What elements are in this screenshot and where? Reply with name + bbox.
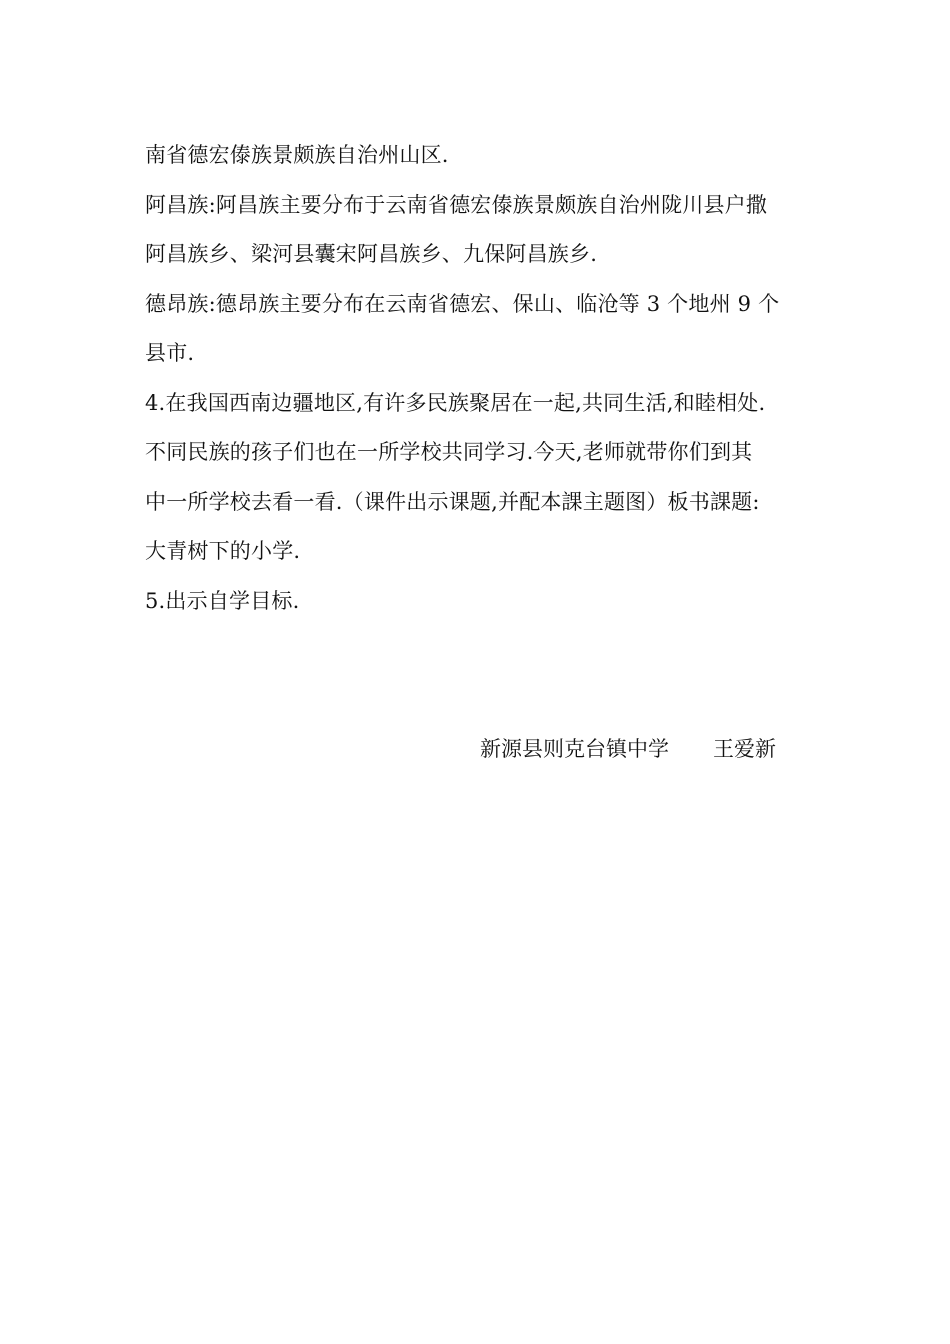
- signature-school: 新源县则克台镇中学: [480, 737, 669, 761]
- text-line: 阿昌族乡、梁河县囊宋阿昌族乡、九保阿昌族乡.: [145, 242, 598, 266]
- text-line: 不同民族的孩子们也在一所学校共同学习.今天,老师就带你们到其: [145, 440, 753, 464]
- text-line: 5.出示自学目标.: [145, 588, 300, 613]
- text-line: 县市.: [145, 341, 195, 365]
- text-line: 中一所学校去看一看.（课件出示课题,并配本課主题图）板书課题:: [145, 489, 760, 514]
- text-line: 阿昌族:阿昌族主要分布于云南省德宏傣族景颇族自治州陇川县户撒: [145, 192, 768, 217]
- signature-line: [480, 731, 776, 767]
- text-line: 4.在我国西南边疆地区,有许多民族聚居在一起,共同生活,和睦相处.: [145, 390, 766, 415]
- document-body: [145, 131, 815, 626]
- text-line: 南省德宏傣族景颇族自治州山区.: [145, 143, 449, 167]
- text-line: 德昂族:德昂族主要分布在云南省德宏、保山、临沧等 3 个地州 9 个: [145, 291, 780, 316]
- signature-author: 王爱新: [713, 737, 776, 761]
- text-line: 大青树下的小学.: [145, 539, 301, 563]
